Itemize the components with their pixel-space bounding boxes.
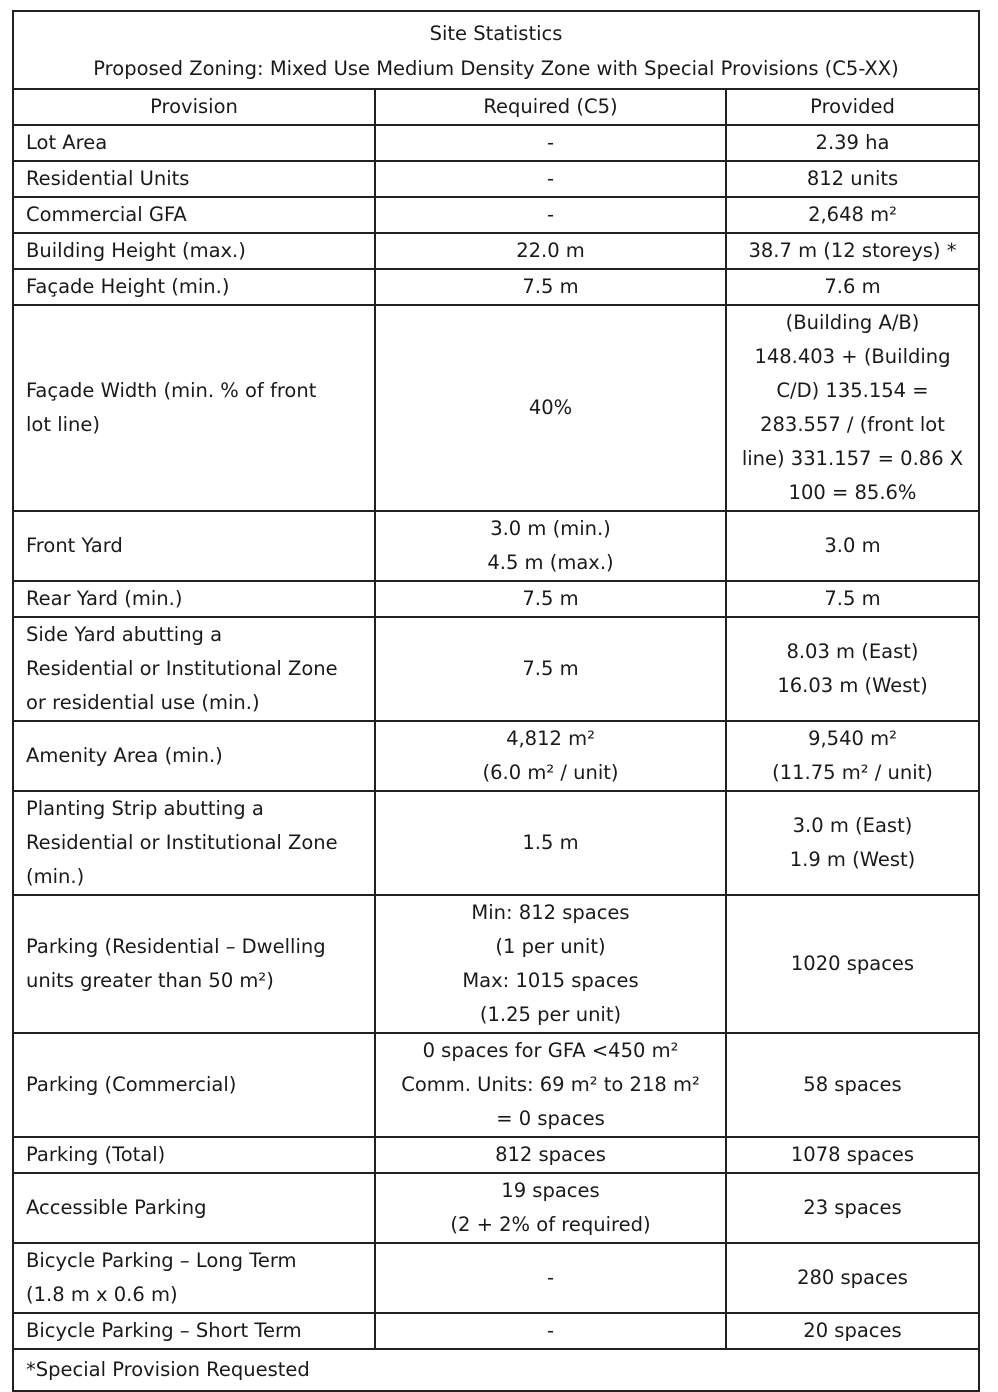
required-line: 1.5 m [522, 831, 579, 854]
provision-cell [13, 233, 375, 269]
provision-cell [13, 511, 375, 581]
table-row [13, 233, 979, 269]
provision-line: Residential or Institutional Zone [26, 831, 338, 854]
required-cell [375, 617, 726, 721]
table-row [13, 511, 979, 581]
required-line: 7.5 m [522, 275, 579, 298]
provision-line: Bicycle Parking – Long Term [26, 1249, 297, 1272]
provided-line: line) 331.157 = 0.86 X [741, 447, 964, 470]
provided-line: 3.0 m [824, 534, 881, 557]
required-cell [375, 895, 726, 1033]
provided-line: 2,648 m² [808, 203, 897, 226]
required-cell [375, 1173, 726, 1243]
required-line: 4,812 m² [506, 727, 595, 750]
site-statistics-sheet [12, 10, 978, 1392]
provided-cell [726, 233, 979, 269]
provision-cell [13, 895, 375, 1033]
provided-line: 23 spaces [803, 1196, 902, 1219]
provision-cell [13, 1137, 375, 1173]
provision-line: (min.) [26, 865, 85, 888]
provision-line: Parking (Total) [26, 1143, 166, 1166]
provision-line: Parking (Commercial) [26, 1073, 237, 1096]
column-header-provision: Provision [13, 89, 375, 125]
provided-cell [726, 161, 979, 197]
provided-line: 148.403 + (Building [754, 345, 951, 368]
column-header-row [13, 89, 979, 125]
required-cell [375, 161, 726, 197]
table-row [13, 1243, 979, 1313]
provision-line: (1.8 m x 0.6 m) [26, 1283, 178, 1306]
provision-line: Residential Units [26, 167, 190, 190]
required-line: Comm. Units: 69 m² to 218 m² [401, 1073, 700, 1096]
table-row [13, 1033, 979, 1137]
required-line: - [546, 1266, 555, 1289]
table-row [13, 1173, 979, 1243]
required-line: (1.25 per unit) [479, 1003, 622, 1026]
required-line: 7.5 m [522, 587, 579, 610]
provision-line: units greater than 50 m²) [26, 969, 274, 992]
provision-line: Side Yard abutting a [26, 623, 223, 646]
provided-line: (Building A/B) [785, 311, 920, 334]
provision-cell [13, 161, 375, 197]
required-cell [375, 233, 726, 269]
provided-cell [726, 511, 979, 581]
provision-line: Rear Yard (min.) [26, 587, 183, 610]
table-row [13, 197, 979, 233]
provided-line: 38.7 m (12 storeys) * [748, 239, 957, 262]
required-line: 7.5 m [522, 657, 579, 680]
provided-line: 283.557 / (front lot [760, 413, 945, 436]
provided-line: (11.75 m² / unit) [772, 761, 933, 784]
provided-line: 812 units [806, 167, 899, 190]
table-body [13, 125, 979, 1349]
required-line: 4.5 m (max.) [487, 551, 614, 574]
table-title: Site Statistics [429, 22, 563, 45]
provision-line: Façade Width (min. % of front [26, 379, 317, 402]
provided-line: 7.5 m [824, 587, 881, 610]
provided-line: C/D) 135.154 = [776, 379, 929, 402]
provision-line: Amenity Area (min.) [26, 744, 223, 767]
provision-cell [13, 581, 375, 617]
provision-cell [13, 1173, 375, 1243]
provision-line: Bicycle Parking – Short Term [26, 1319, 302, 1342]
provided-cell [726, 581, 979, 617]
provided-line: 1.9 m (West) [789, 848, 916, 871]
required-line: = 0 spaces [496, 1107, 605, 1130]
provided-line: 20 spaces [803, 1319, 902, 1342]
required-line: - [546, 131, 555, 154]
required-line: 812 spaces [495, 1143, 606, 1166]
required-line: (1 per unit) [495, 935, 606, 958]
provided-cell [726, 1033, 979, 1137]
required-line: 22.0 m [516, 239, 585, 262]
table-row [13, 617, 979, 721]
required-line: 19 spaces [501, 1179, 600, 1202]
provision-cell [13, 1313, 375, 1349]
provided-cell [726, 617, 979, 721]
table-row [13, 269, 979, 305]
provision-line: Residential or Institutional Zone [26, 657, 338, 680]
provision-line: lot line) [26, 413, 100, 436]
required-cell [375, 197, 726, 233]
required-cell [375, 791, 726, 895]
provided-line: 280 spaces [797, 1266, 908, 1289]
column-header-provided: Provided [726, 89, 979, 125]
provision-line: Front Yard [26, 534, 123, 557]
provided-line: 9,540 m² [808, 727, 897, 750]
provision-line: or residential use (min.) [26, 691, 260, 714]
table-row [13, 581, 979, 617]
required-cell [375, 511, 726, 581]
table-row [13, 721, 979, 791]
provision-cell [13, 791, 375, 895]
required-line: 40% [528, 396, 573, 419]
provision-line: Commercial GFA [26, 203, 187, 226]
required-line: (2 + 2% of required) [450, 1213, 651, 1236]
required-cell [375, 721, 726, 791]
provided-line: 58 spaces [803, 1073, 902, 1096]
required-cell [375, 581, 726, 617]
provided-cell [726, 721, 979, 791]
required-cell [375, 305, 726, 511]
provided-cell [726, 1243, 979, 1313]
footnote: *Special Provision Requested [13, 1349, 979, 1391]
provided-line: 3.0 m (East) [792, 814, 913, 837]
required-line: 0 spaces for GFA <450 m² [422, 1039, 679, 1062]
provision-cell [13, 269, 375, 305]
provided-line: 100 = 85.6% [788, 481, 917, 504]
provision-cell [13, 125, 375, 161]
provision-cell [13, 721, 375, 791]
required-cell [375, 1313, 726, 1349]
provision-line: Building Height (max.) [26, 239, 246, 262]
provided-cell [726, 895, 979, 1033]
required-line: 3.0 m (min.) [490, 517, 611, 540]
provision-line: Planting Strip abutting a [26, 797, 264, 820]
required-line: (6.0 m² / unit) [482, 761, 619, 784]
provided-cell [726, 125, 979, 161]
table-subtitle: Proposed Zoning: Mixed Use Medium Density Zone with Special Provisions (C5-XX) [93, 57, 899, 80]
site-statistics-table [12, 10, 980, 1392]
table-row [13, 305, 979, 511]
provided-cell [726, 1173, 979, 1243]
provided-line: 8.03 m (East) [786, 640, 919, 663]
required-cell [375, 269, 726, 305]
required-line: - [546, 167, 555, 190]
table-row [13, 791, 979, 895]
required-cell [375, 1137, 726, 1173]
required-cell [375, 125, 726, 161]
table-row [13, 1137, 979, 1173]
required-line: Min: 812 spaces [471, 901, 630, 924]
provision-line: Parking (Residential – Dwelling [26, 935, 326, 958]
provision-cell [13, 197, 375, 233]
required-cell [375, 1243, 726, 1313]
provision-line: Lot Area [26, 131, 108, 154]
table-row [13, 895, 979, 1033]
provided-cell [726, 791, 979, 895]
table-title-cell [13, 11, 979, 89]
provided-line: 16.03 m (West) [777, 674, 928, 697]
provision-cell [13, 1033, 375, 1137]
provision-cell [13, 305, 375, 511]
footnote-row [13, 1349, 979, 1391]
column-header-required: Required (C5) [375, 89, 726, 125]
provided-cell [726, 197, 979, 233]
required-cell [375, 1033, 726, 1137]
title-row [13, 11, 979, 89]
table-row [13, 1313, 979, 1349]
provision-cell [13, 1243, 375, 1313]
provided-line: 1078 spaces [790, 1143, 915, 1166]
provided-cell [726, 1137, 979, 1173]
provided-cell [726, 1313, 979, 1349]
provided-line: 2.39 ha [815, 131, 890, 154]
required-line: Max: 1015 spaces [462, 969, 639, 992]
provided-line: 1020 spaces [790, 952, 915, 975]
provided-cell [726, 269, 979, 305]
provided-cell [726, 305, 979, 511]
provision-line: Accessible Parking [26, 1196, 207, 1219]
table-row [13, 125, 979, 161]
provision-cell [13, 617, 375, 721]
required-line: - [546, 203, 555, 226]
table-row [13, 161, 979, 197]
required-line: - [546, 1319, 555, 1342]
provided-line: 7.6 m [824, 275, 881, 298]
provision-line: Façade Height (min.) [26, 275, 230, 298]
